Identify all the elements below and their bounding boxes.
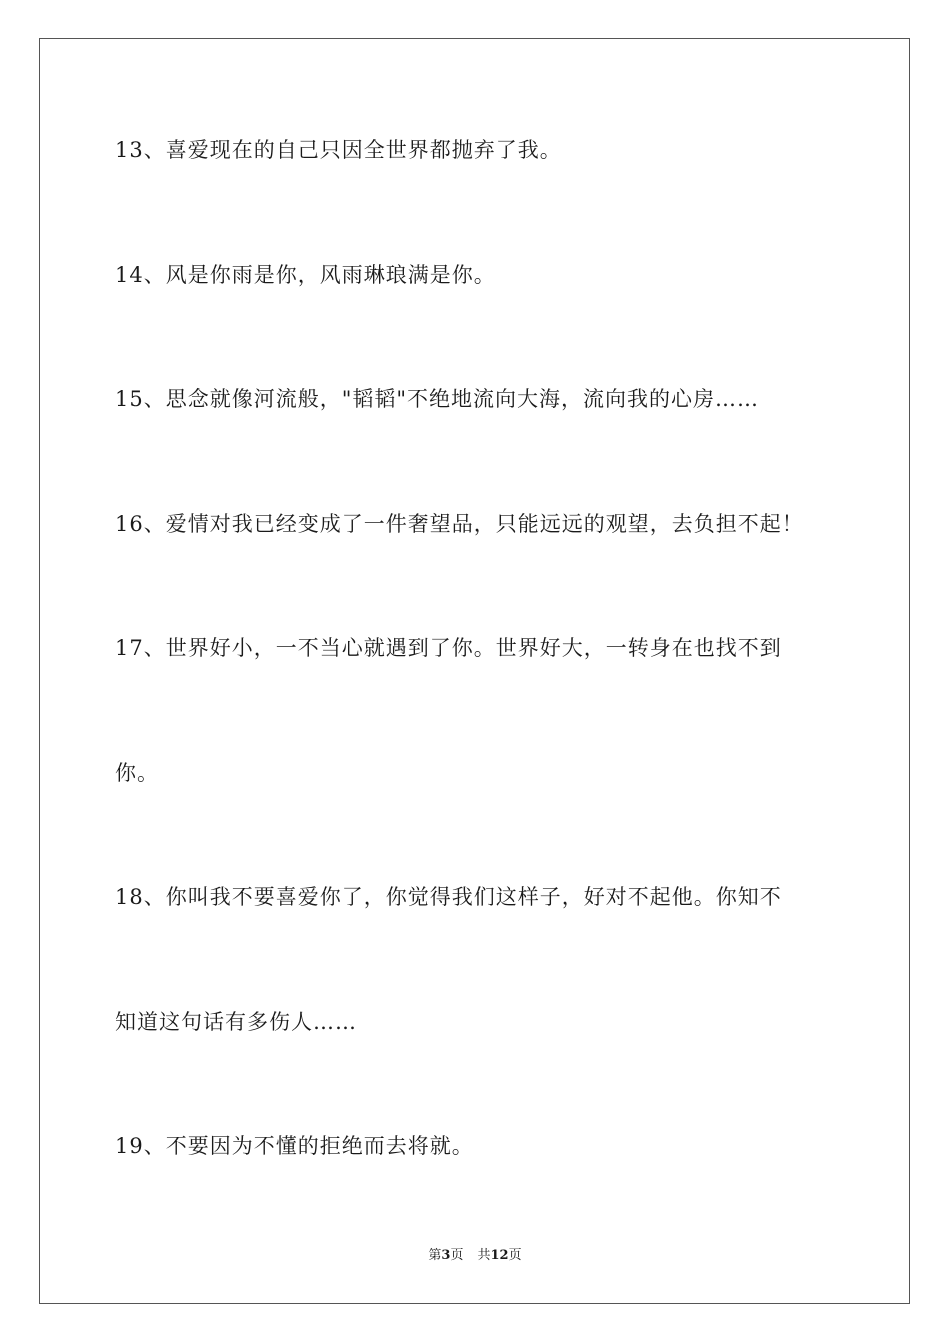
page-number: 3 [441,1248,451,1263]
text-line: 知道这句话有多伤人…… [115,1010,357,1034]
total-pages: 12 [490,1248,509,1263]
total-suffix: 页 [508,1248,522,1263]
page-prefix: 第 [428,1248,442,1263]
page-suffix: 页 [450,1248,464,1263]
text-line: 14、风是你雨是你，风雨琳琅满是你。 [115,263,496,287]
text-line: 你。 [115,761,159,785]
page-footer [0,1247,950,1265]
page-border [39,38,910,1304]
text-line: 15、思念就像河流般，"韬韬"不绝地流向大海，流向我的心房…… [115,387,760,411]
text-line: 17、世界好小，一不当心就遇到了你。世界好大，一转身在也找不到 [115,636,782,660]
text-line: 19、不要因为不懂的拒绝而去将就。 [115,1134,474,1158]
text-line: 18、你叫我不要喜爱你了，你觉得我们这样子，好对不起他。你知不 [115,885,782,909]
text-line: 13、喜爱现在的自己只因全世界都抛弃了我。 [115,138,562,162]
total-prefix: 共 [477,1248,491,1263]
text-line: 16、爱情对我已经变成了一件奢望品，只能远远的观望，去负担不起！ [115,512,804,536]
